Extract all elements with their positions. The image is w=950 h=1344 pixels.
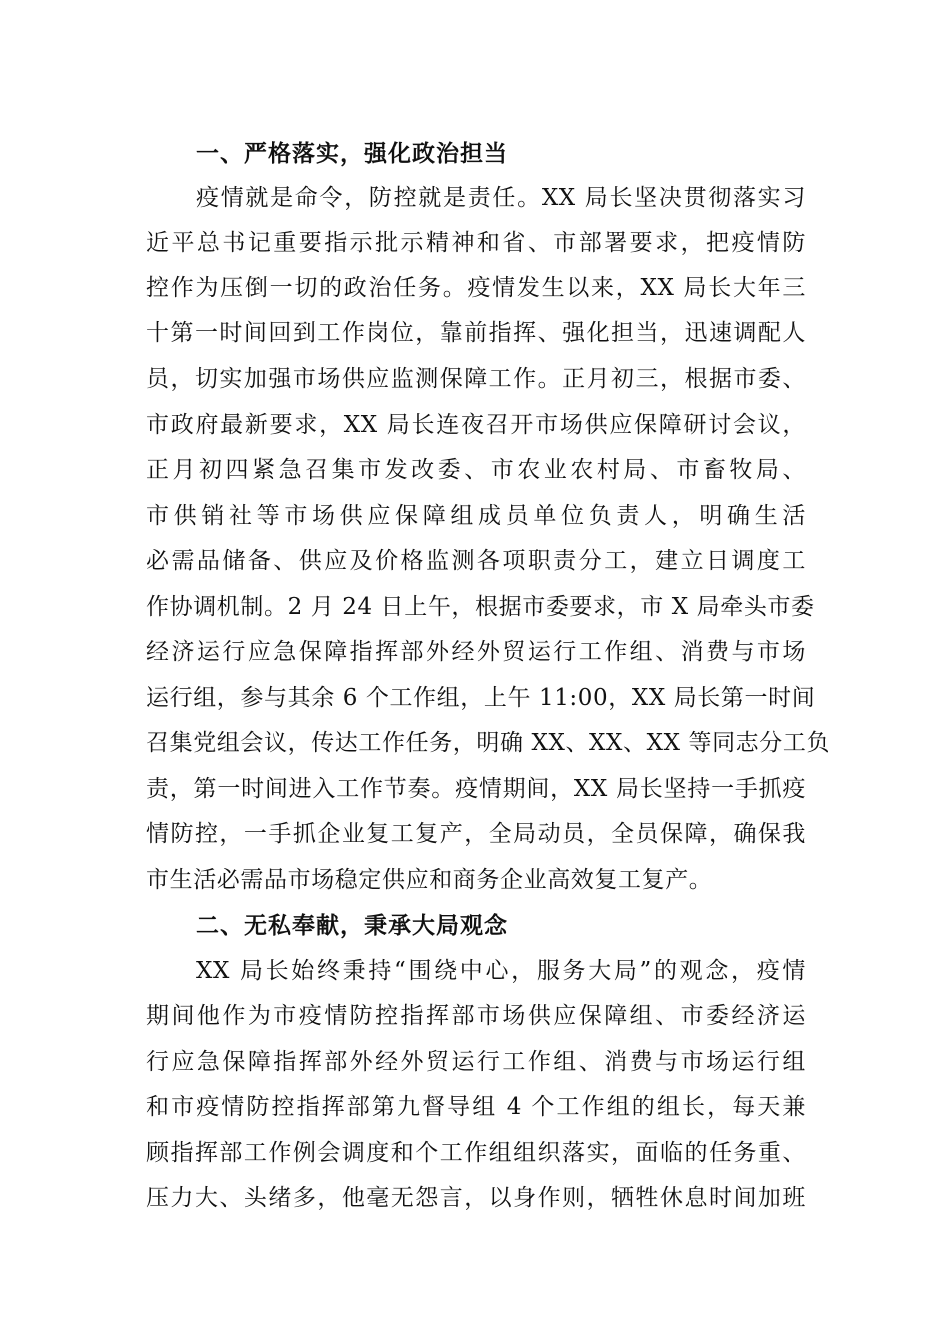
- paragraph-line: XX 局长始终秉持“围绕中心，服务大局”的观念，疫情: [196, 958, 806, 984]
- paragraph-line: 正月初四紧急召集市发改委、市农业农村局、市畜牧局、: [146, 457, 806, 483]
- paragraph-line: 运行组，参与其余 6 个工作组，上午 11:00，XX 局长第一时间: [146, 685, 816, 711]
- paragraph-line: 十第一时间回到工作岗位，靠前指挥、强化担当，迅速调配人: [146, 320, 806, 346]
- paragraph-line: 召集党组会议，传达工作任务，明确 XX、XX、XX 等同志分工负: [146, 730, 831, 756]
- paragraph-line: 责，第一时间进入工作节奏。疫情期间，XX 局长坚持一手抓疫: [146, 776, 806, 802]
- paragraph-line: 行应急保障指挥部外经外贸运行工作组、消费与市场运行组: [146, 1049, 806, 1075]
- section-2-heading: 二、无私奉献，秉承大局观念: [196, 913, 508, 939]
- paragraph-line: 市生活必需品市场稳定供应和商务企业高效复工复产。: [146, 867, 713, 893]
- paragraph-line: 近平总书记重要指示批示精神和省、市部署要求，把疫情防: [146, 230, 806, 256]
- paragraph-line: 市供销社等市场供应保障组成员单位负责人，明确生活: [146, 503, 806, 529]
- paragraph-line: 市政府最新要求，XX 局长连夜召开市场供应保障研讨会议，: [146, 412, 806, 438]
- paragraph-line: 和市疫情防控指挥部第九督导组 4 个工作组的组长，每天兼: [146, 1094, 806, 1120]
- paragraph-line: 顾指挥部工作例会调度和个工作组组织落实，面临的任务重、: [146, 1140, 806, 1166]
- paragraph-line: 情防控，一手抓企业复工复产，全局动员，全员保障，确保我: [146, 821, 806, 847]
- paragraph-line: 压力大、头绪多，他毫无怨言，以身作则，牺牲休息时间加班: [146, 1185, 806, 1211]
- paragraph-line: 控作为压倒一切的政治任务。疫情发生以来，XX 局长大年三: [146, 275, 806, 301]
- paragraph-line: 员，切实加强市场供应监测保障工作。正月初三，根据市委、: [146, 366, 806, 392]
- paragraph-line: 期间他作为市疫情防控指挥部市场供应保障组、市委经济运: [146, 1003, 806, 1029]
- paragraph-line: 必需品储备、供应及价格监测各项职责分工，建立日调度工: [146, 548, 806, 574]
- paragraph-line: 经济运行应急保障指挥部外经外贸运行工作组、消费与市场: [146, 639, 806, 665]
- section-1-heading: 一、严格落实，强化政治担当: [196, 141, 508, 167]
- paragraph-line: 疫情就是命令，防控就是责任。XX 局长坚决贯彻落实习: [196, 185, 806, 211]
- paragraph-line: 作协调机制。2 月 24 日上午，根据市委要求，市 X 局牵头市委: [146, 594, 815, 620]
